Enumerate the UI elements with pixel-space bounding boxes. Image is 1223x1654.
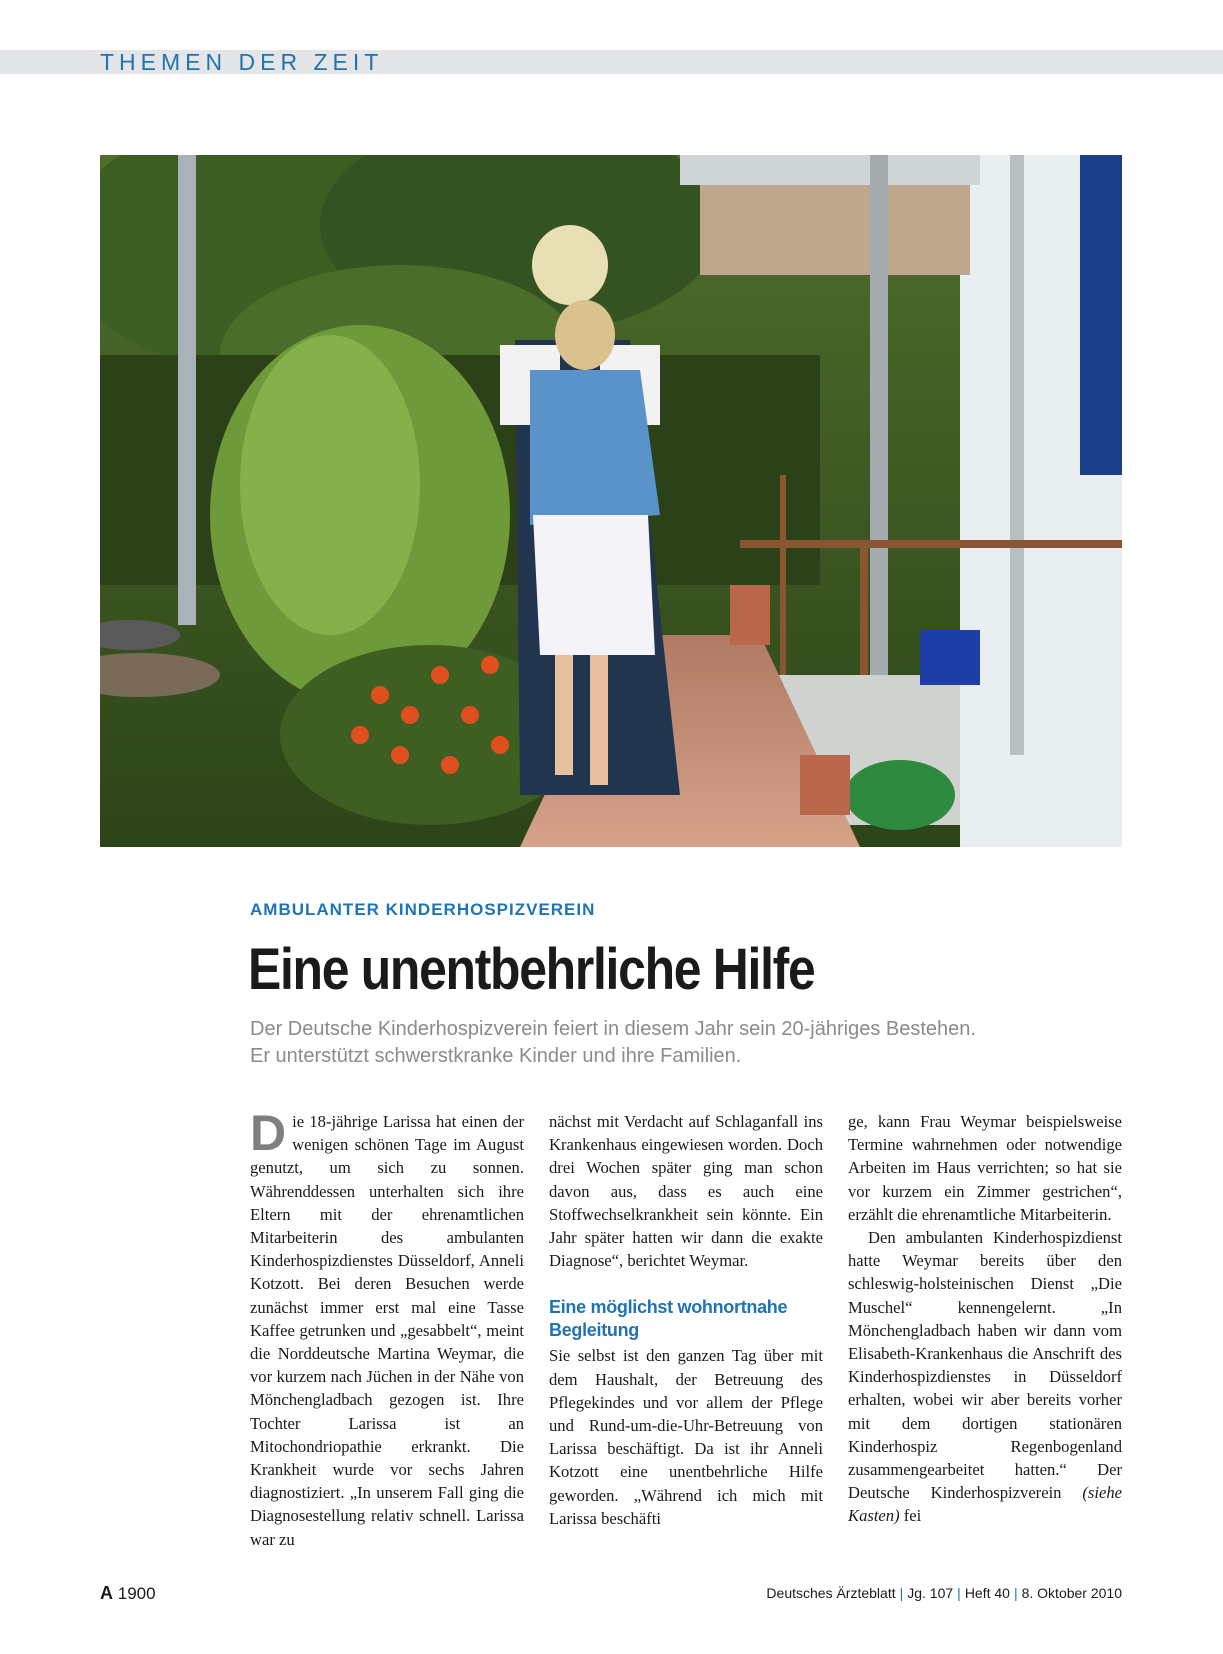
- box-reference: (siehe Kasten): [848, 1483, 1122, 1526]
- subtitle-line-1: Der Deutsche Kinderhospizverein feiert in diesem Jahr sein 20-jähriges Bestehen.: [250, 1018, 976, 1040]
- column-3-end: fei: [899, 1506, 922, 1526]
- journal-date: 8. Oktober 2010: [1021, 1585, 1122, 1601]
- footer-separator: |: [899, 1585, 904, 1601]
- page-number: [100, 1583, 156, 1604]
- column-3-paragraph-2: [848, 1226, 1122, 1528]
- journal-issue: Heft 40: [964, 1585, 1010, 1601]
- body-column-2: [549, 1110, 823, 1530]
- article-subheading: [549, 1296, 823, 1342]
- subtitle-line-2: Er unterstützt schwerstkranke Kinder und ihre Familien.: [250, 1045, 742, 1067]
- footer-separator: |: [1013, 1585, 1018, 1601]
- body-column-1: [250, 1105, 524, 1551]
- journal-volume: Jg. 107: [907, 1585, 954, 1601]
- column-3-text-b: Den ambulanten Kinderhospizdienst hatte Weymar bereits über den schleswig-holsteinischen Dienst „Die Muschel“ kennengelernt. „In Mönchengladbach haben wir dann vom Elisabeth-Krankenhaus die Anschrift des Kinderhospizdienstes in Düsseldorf erhalten, wobei wir aber bereits vorher mit dem dortigen stationären Kinderhospiz Regenbogenland zusammengearbeitet hatten.“ Der Deutsche Kinderhospizverein: [848, 1228, 1122, 1503]
- page-number-value: 1900: [117, 1584, 156, 1603]
- article-kicker: AMBULANTER KINDERHOSPIZVEREIN: [250, 900, 596, 919]
- footer-separator: |: [957, 1585, 961, 1601]
- column-3-text: ge, kann Frau Weymar beispielsweise Termine wahrnehmen oder notwendige Arbeiten im Haus verrichten; so hat sie vor kurzem ein Zimmer gestrichen“, erzählt die ehrenamtliche Mitarbeiterin.: [848, 1112, 1122, 1224]
- column-1-text: ie 18-jährige Larissa hat einen der wenigen schönen Tage im August genutzt, um sich zu sonnen. Währenddessen unterhalten sich ihre Eltern mit der ehrenamtlichen Mitarbeiterin des ambulanten Kinderhospizdienstes Düsseldorf, Anneli Kotzott. Bei deren Besuchen werde zunächst immer erst mal eine Tasse Kaffee getrunken und „gesabbelt“, meint die Norddeutsche Martina Weymar, die vor kurzem nach Jüchen in der Nähe von Mönchengladbach gezogen ist. Ihre Tochter Larissa ist an Mitochondriopathie erkrankt. Die Krankheit wurde vor sechs Jahren diagnostiziert. „In unserem Fall ging die Diagnosestellung relativ schnell. Larissa war zu: [250, 1112, 524, 1549]
- article-headline: Eine unentbehrliche Hilfe: [248, 937, 815, 1002]
- article-subtitle: [250, 1016, 1130, 1070]
- subheading-line-2: Begleitung: [549, 1320, 639, 1341]
- column-2-text-b: Sie selbst ist den ganzen Tag über mit dem Haushalt, der Betreuung des Pflegekindes und vor allem der Pflege und Rund-um-die-Uhr-Betreuung von Larissa beschäftigt. Da ist ihr Anneli Kotzott eine unentbehrliche Hilfe geworden. „Während ich mich mit Larissa beschäfti: [549, 1346, 823, 1528]
- body-column-3: [848, 1110, 1122, 1528]
- article-photo: [100, 155, 1122, 847]
- journal-name: Deutsches Ärzteblatt: [766, 1585, 896, 1601]
- footer-journal-info: [766, 1585, 1122, 1601]
- drop-cap: D: [250, 1105, 287, 1161]
- section-label: THEMEN DER ZEIT: [100, 49, 384, 75]
- subheading-line-1: Eine möglichst wohnortnahe: [549, 1297, 788, 1318]
- page-prefix: A: [100, 1583, 113, 1603]
- column-2-text: nächst mit Verdacht auf Schlaganfall ins Krankenhaus eingewiesen worden. Doch drei Wochen später ging man schon davon aus, dass es auch eine Stoffwechselkrankheit sein könnte. Ein Jahr später hatten wir dann die exakte Diagnose“, berichtet Weymar.: [549, 1112, 823, 1271]
